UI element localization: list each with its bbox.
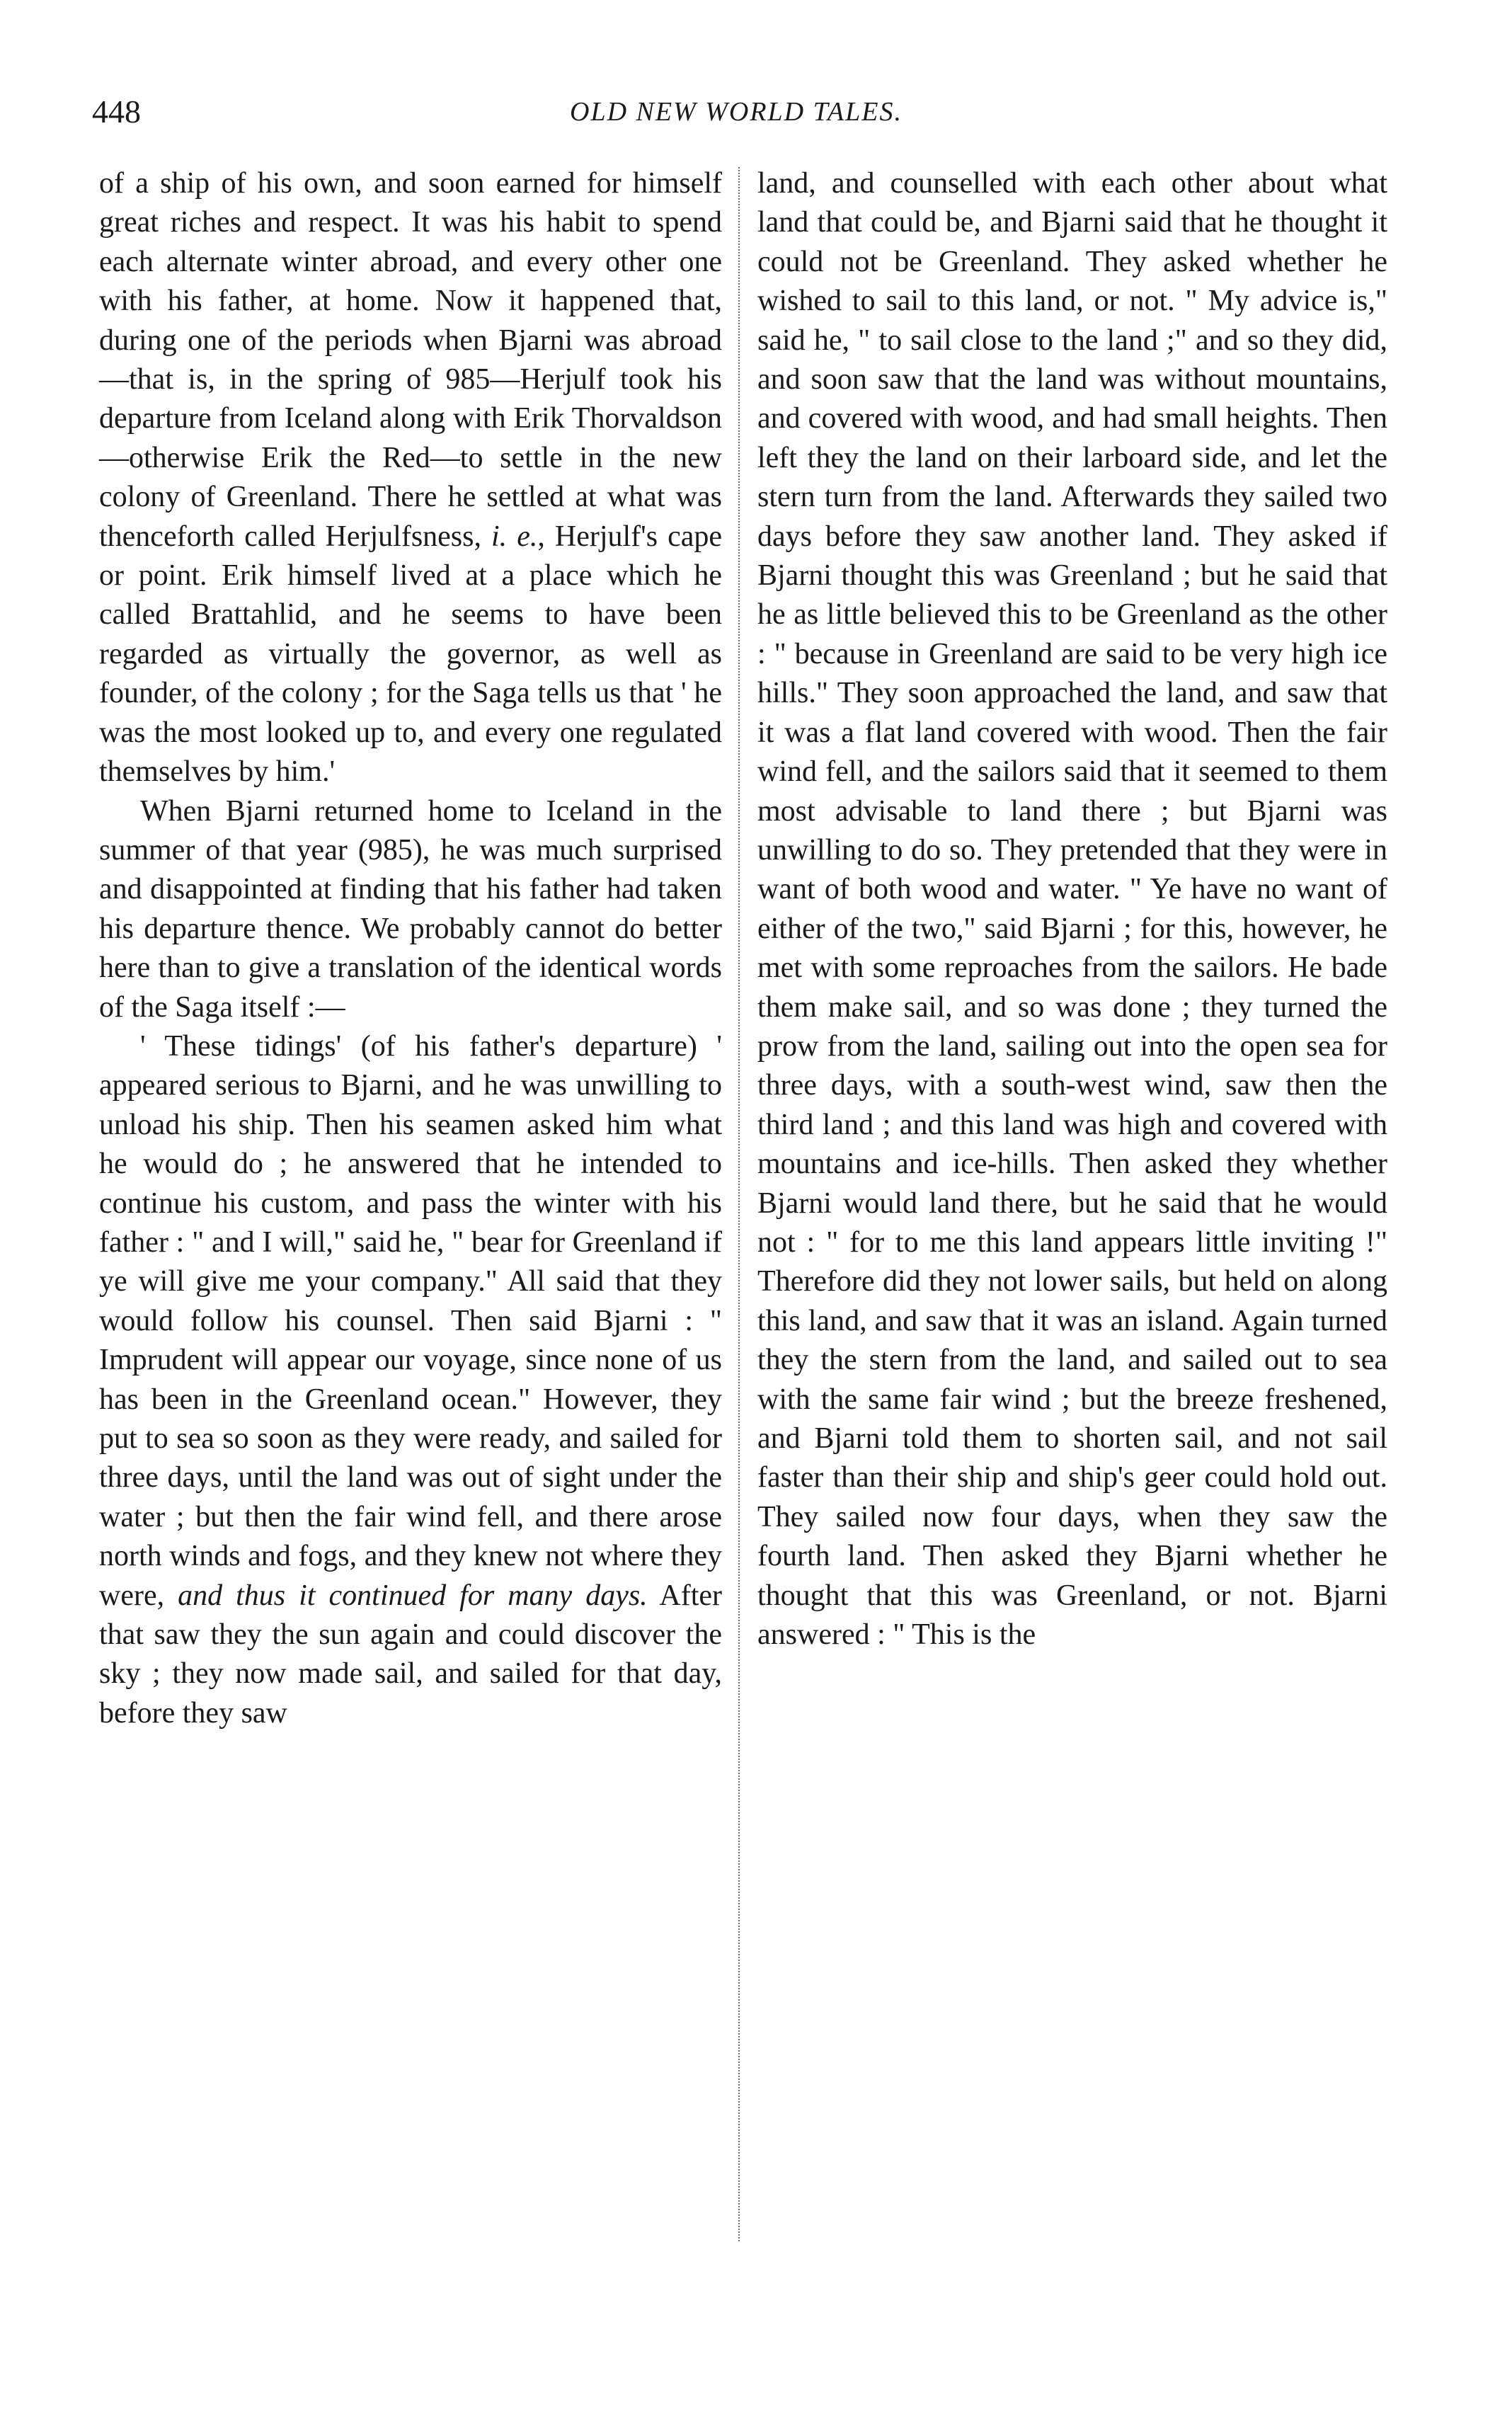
paragraph-text: ' These tidings' (of his father's departure) ' appeared serious to Bjarni, and he was unwilling to unload his ship. Then his seamen asked him what he would do ; he answered that he intended to continue his custom, and pass the winter with his father : " and I will," said he, " bear for Greenland if ye will give me your company." All said that they would follow his counsel. Then said Bjarni : " Imprudent will appear our voyage, since none of us has been in the Greenland ocean." However, they put to sea so soon as they were ready, and sailed for three days, until the land was out of sight under the water ; but then the fair wind fell, and there arose north winds and fogs, and they knew not where they were, — [99, 1029, 722, 1612]
italic-phrase: and thus it continued for many days. — [178, 1579, 648, 1612]
left-column — [99, 164, 722, 1733]
paragraph: When Bjarni returned home to Iceland in the summer of that year (985), he was much surprised and disappointed at finding that his father had taken his departure thence. We probably cannot do better here than to give a translation of the identical words of the Saga itself :— — [99, 794, 722, 1024]
paragraph-continued — [99, 164, 722, 792]
paragraph-text: , Herjulf's cape or point. Erik himself lived at a place which he called Brattahlid, and he seems to have been regarded as virtually the governor, as well as founder, of the colony ; for the Saga tells us that ' he was the most looked up to, and every one regulated themselves by him.' — [99, 520, 722, 789]
paragraph-continued: land, and counselled with each other about what land that could be, and Bjarni said that he thought it could not be Greenland. They asked whether he wished to sail to this land, or not. " My advice is," said he, " to sail close to the land ;" and so they did, and soon saw that the land was without mountains, and covered with wood, and had small heights. Then left they the land on their larboard side, and let the stern turn from the land. Afterwards they sailed two days before they saw another land. They asked if Bjarni thought this was Greenland ; but he said that he as little believed this to be Greenland as the other : " because in Greenland are said to be very high ice hills." They soon approached the land, and saw that it was a flat land covered with wood. Then the fair wind fell, and the sailors said that it seemed to them most advisable to land there ; but Bjarni was unwilling to do so. They pretended that they were in want of both wood and water. " Ye have no want of either of the two," said Bjarni ; for this, however, he met with some reproaches from the sailors. He bade them make sail, and so was done ; they turned the prow from the land, sailing out into the open sea for three days, with a south-west wind, saw then the third land ; and this land was high and covered with mountains and ice-hills. Then asked they whether Bjarni would land there, but he said that he would not : " for to me this land appears little inviting !" Therefore did they not lower sails, but held on along this land, and saw that it was an island. Again turned they the stern from the land, and sailed out to sea with the same fair wind ; but the breeze freshened, and Bjarni told them to shorten sail, and not sail faster than their ship and ship's geer could hold out. They sailed now four days, when they saw the fourth land. Then asked they Bjarni whether he thought that this was Greenland, or not. Bjarni answered : " This is the — [757, 167, 1387, 1652]
right-column — [757, 164, 1387, 1654]
paragraph-text: After that saw they the sun again and could discover the sky ; they now made sail, and sailed for that day, before they saw — [99, 1579, 723, 1730]
page-number: 448 — [92, 93, 141, 130]
column-divider — [738, 167, 740, 2241]
paragraph-text: of a ship of his own, and soon earned for himself great riches and respect. It was his habit to spend each alternate winter abroad, and every other one with his father, at home. Now it happened that, during one of the periods when Bjarni was abroad—that is, in the spring of 985—Herjulf took his departure from Iceland along with Erik Thorvaldson—otherwise Erik the Red—to settle in the new colony of Greenland. There he settled at what was thenceforth called Herjulfsness, — [99, 167, 722, 553]
running-title: OLD NEW WORLD TALES. — [570, 97, 903, 127]
page-header — [92, 91, 1380, 133]
italic-abbreviation: i. e. — [491, 520, 538, 553]
paragraph-saga-quote — [99, 1027, 722, 1733]
